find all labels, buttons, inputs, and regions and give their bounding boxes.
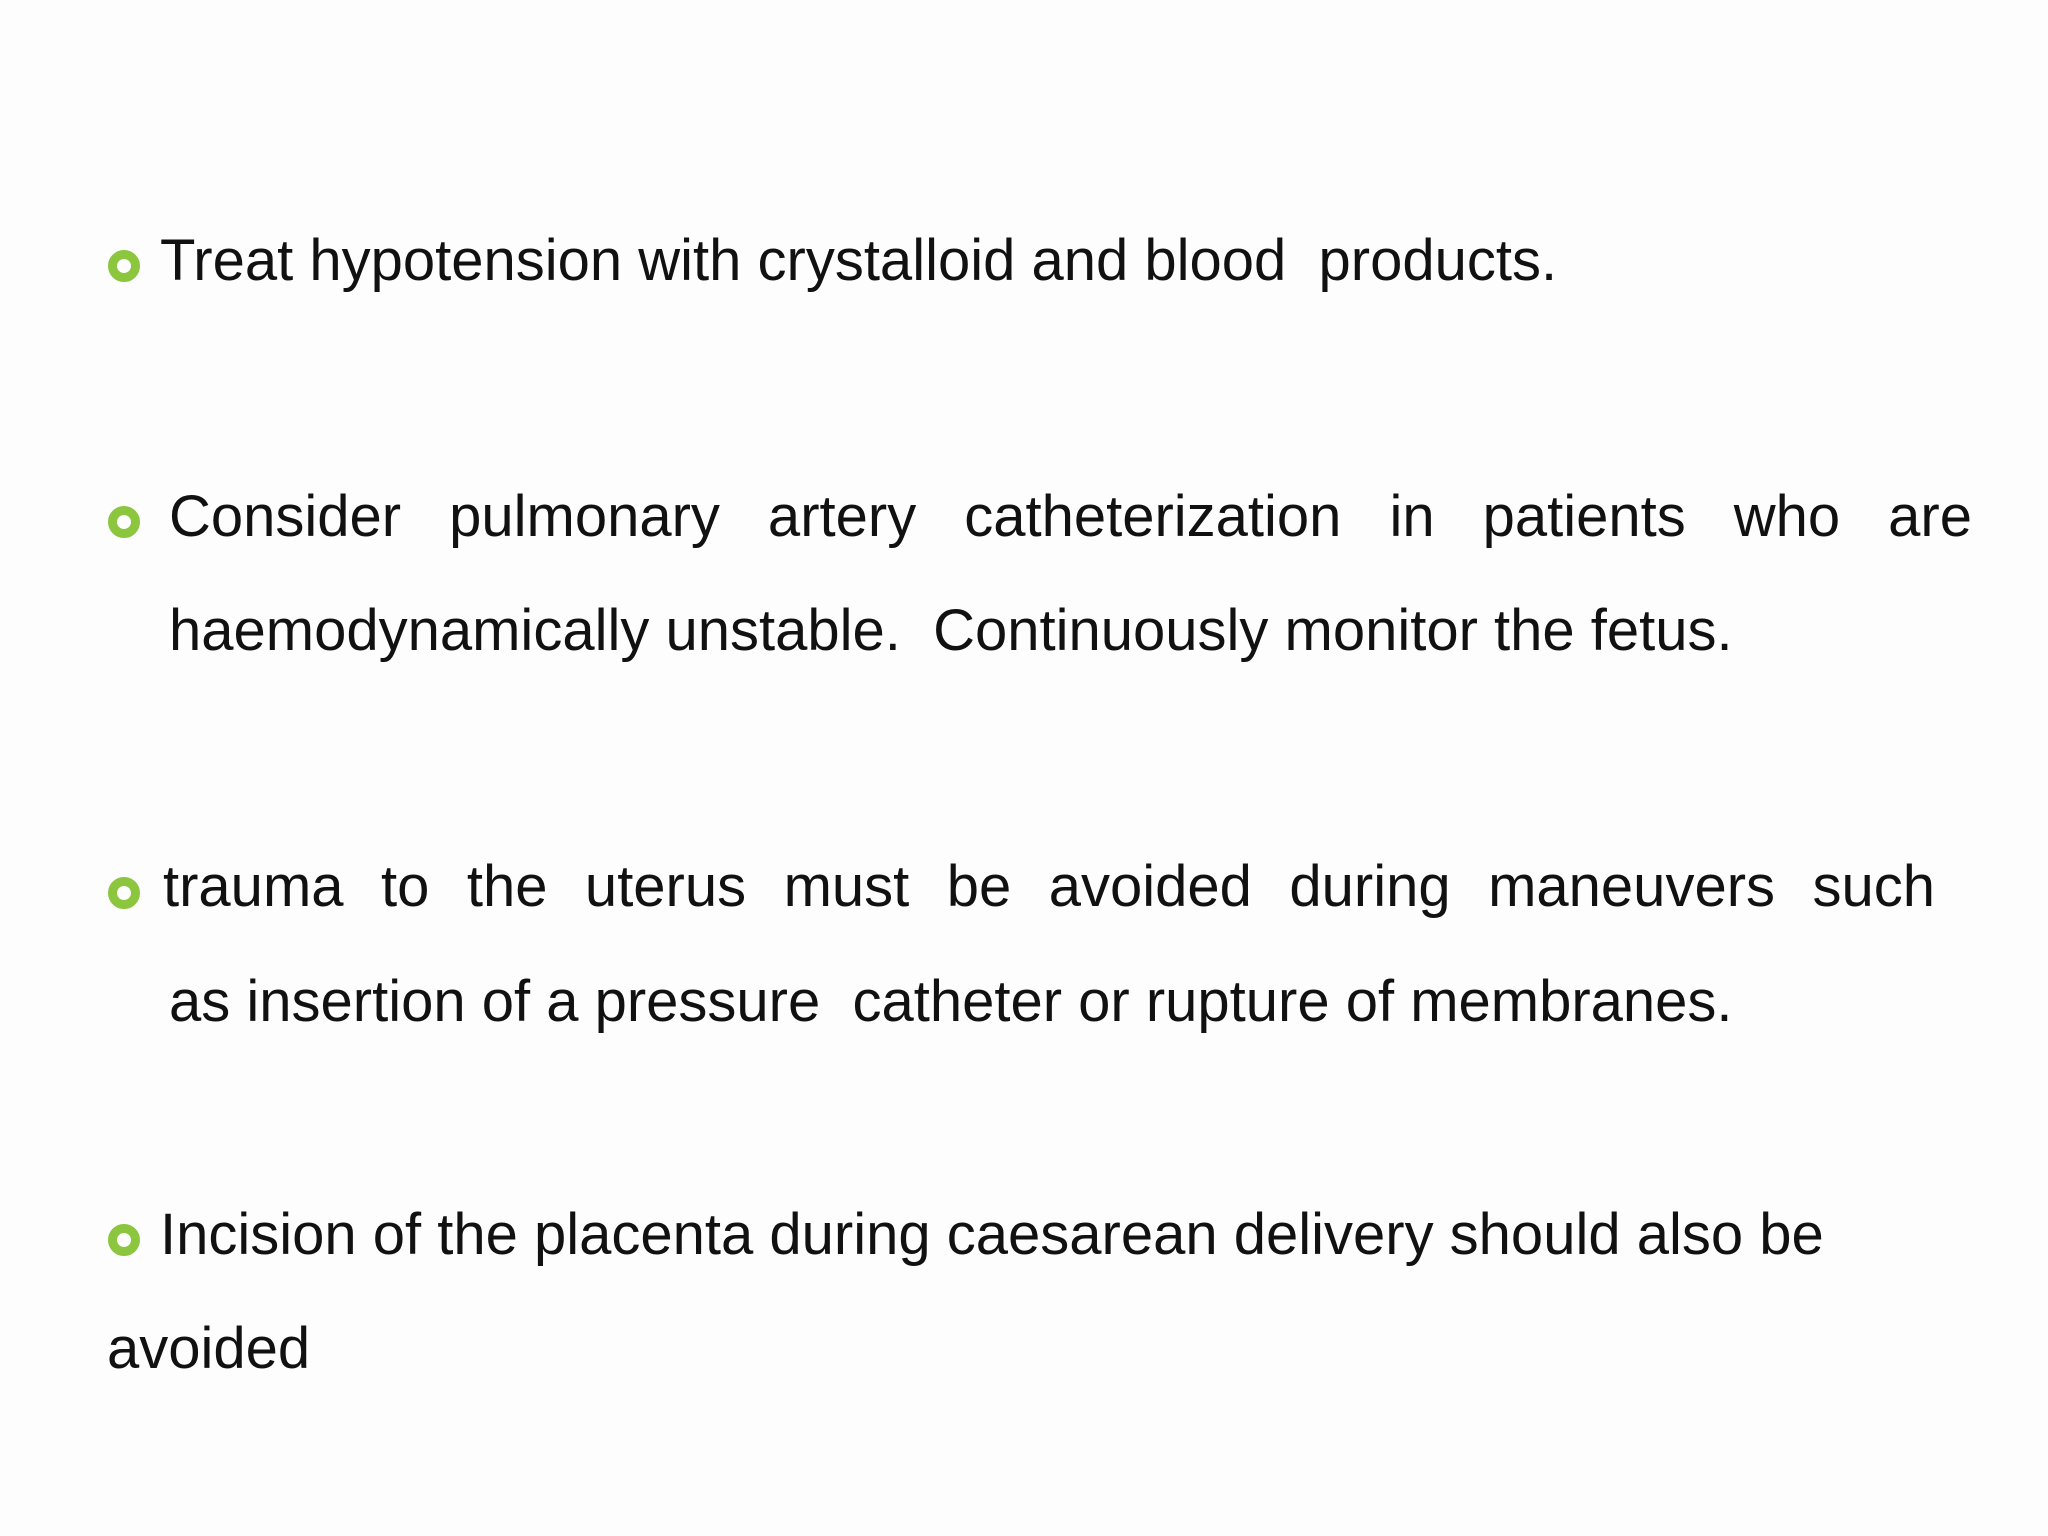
bullet-3-line-2: as insertion of a pressure catheter or rupture of membranes. xyxy=(169,969,1733,1034)
bullet-4-line-1: Incision of the placenta during caesarean delivery should also be xyxy=(160,1202,1824,1267)
bullet-4-icon xyxy=(108,1224,140,1256)
bullet-3-icon xyxy=(108,877,140,909)
bullet-4-line-2: avoided xyxy=(107,1316,311,1381)
bullet-1-icon xyxy=(108,250,140,282)
bullet-3-line-1: trauma to the uterus must be avoided during maneuvers such xyxy=(163,854,1935,919)
bullet-2-line-2: haemodynamically unstable. Continuously monitor the fetus. xyxy=(169,598,1733,663)
bullet-1-line-1: Treat hypotension with crystalloid and blood products. xyxy=(160,228,1558,293)
bullet-2-icon xyxy=(108,506,140,538)
bullet-2-line-1: Consider pulmonary artery catheterization in patients who are xyxy=(169,484,1972,549)
